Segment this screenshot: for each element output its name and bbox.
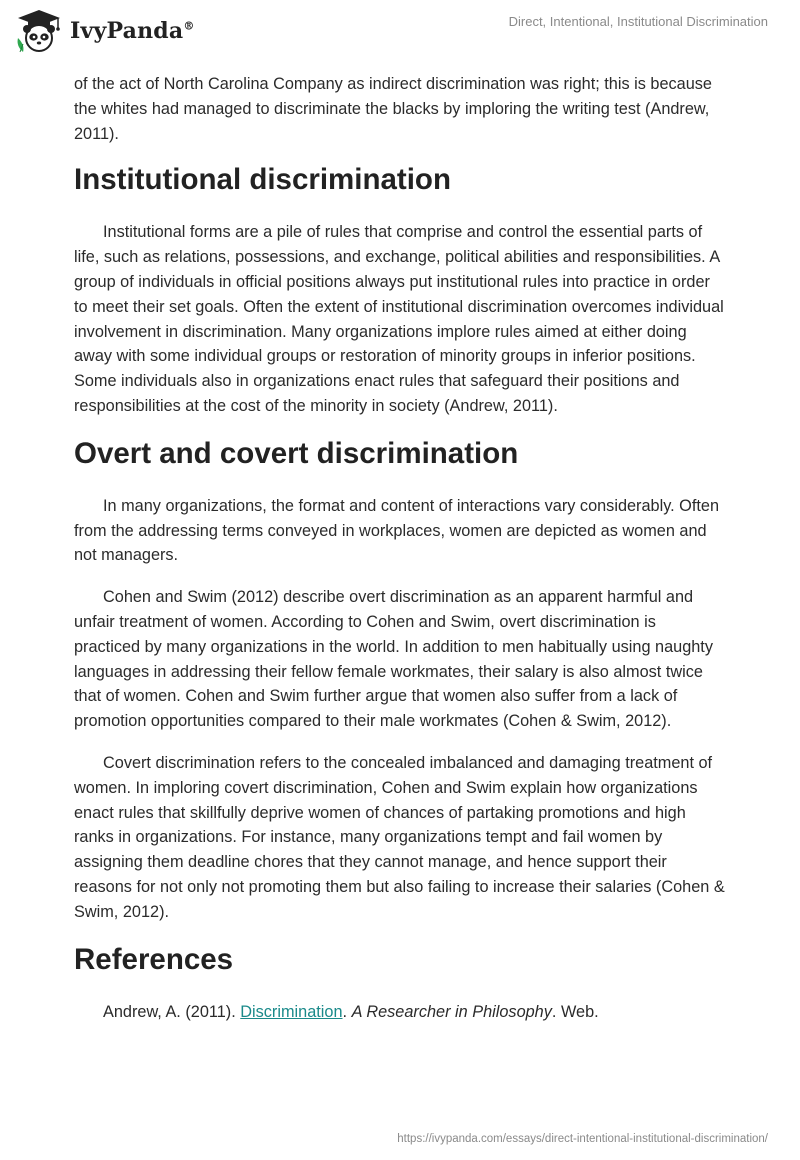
reference-source: A Researcher in Philosophy	[351, 1002, 552, 1021]
section-heading: Overt and covert discrimination	[74, 436, 519, 470]
reference-link[interactable]: Discrimination	[240, 1002, 343, 1021]
brand-name: IvyPanda®	[70, 18, 195, 44]
reference-suffix: . Web.	[551, 1002, 599, 1021]
ivypanda-logo[interactable]	[14, 8, 195, 54]
reference-entry	[74, 1000, 726, 1025]
reference-separator: .	[342, 1002, 352, 1021]
body-paragraph: Covert discrimination refers to the concealed imbalanced and damaging treatment of women. In imploring covert discrimination, Cohen and Swim explain how organizations enact rules that skillfully deprive women of chances of partaking promotions and high ranks in organizations. For instance, many organizations tempt and fail women by assigning them deadline chores that they cannot manage, and hence support their reasons for not only not promoting them but also failing to increase their salaries (Cohen & Swim, 2012).	[74, 753, 725, 921]
body-paragraph: Institutional forms are a pile of rules that comprise and control the essential parts of life, such as relations, possessions, and exchange, political abilities and responsibilities. A group of individuals in official positions always put institutional rules into practice in order to meet their set goals. Often the extent of institutional discrimination overcomes individual involvement in discrimination. Many organizations implore rules aimed at either doing away with some individual groups or restoration of minority groups in inferior positions. Some individuals also in organizations enact rules that safeguard their positions and responsibilities at the cost of the minority in society (Andrew, 2011).	[74, 223, 724, 415]
page-header	[0, 0, 800, 70]
document-title: Direct, Intentional, Institutional Discrimination	[508, 14, 768, 29]
body-paragraph: Cohen and Swim (2012) describe overt discrimination as an apparent harmful and unfair treatment of women. According to Cohen and Swim, overt discrimination is practiced by many organizations in the world. In addition to men habitually using naughty languages in addressing their fellow female workmates, their salary is also almost twice that of women. Cohen and Swim further argue that women also suffer from a lack of promotion opportunities compared to their male workmates (Cohen & Swim, 2012).	[74, 588, 713, 731]
panda-graduate-icon	[14, 8, 64, 54]
body-paragraph: In many organizations, the format and content of interactions vary considerably. Often from the addressing terms conveyed in workplaces, women are depicted as women and not managers.	[74, 496, 719, 565]
footer-url[interactable]: https://ivypanda.com/essays/direct-intentional-institutional-discrimination/	[397, 1133, 768, 1145]
article-body	[74, 72, 726, 1041]
reference-author: Andrew, A. (2011).	[103, 1002, 241, 1021]
references-heading: References	[74, 942, 234, 976]
intro-paragraph: of the act of North Carolina Company as indirect discrimination was right; this is because the whites had managed to discriminate the blacks by imploring the writing test (Andrew, 2011).	[74, 75, 712, 143]
section-heading: Institutional discrimination	[74, 163, 451, 197]
